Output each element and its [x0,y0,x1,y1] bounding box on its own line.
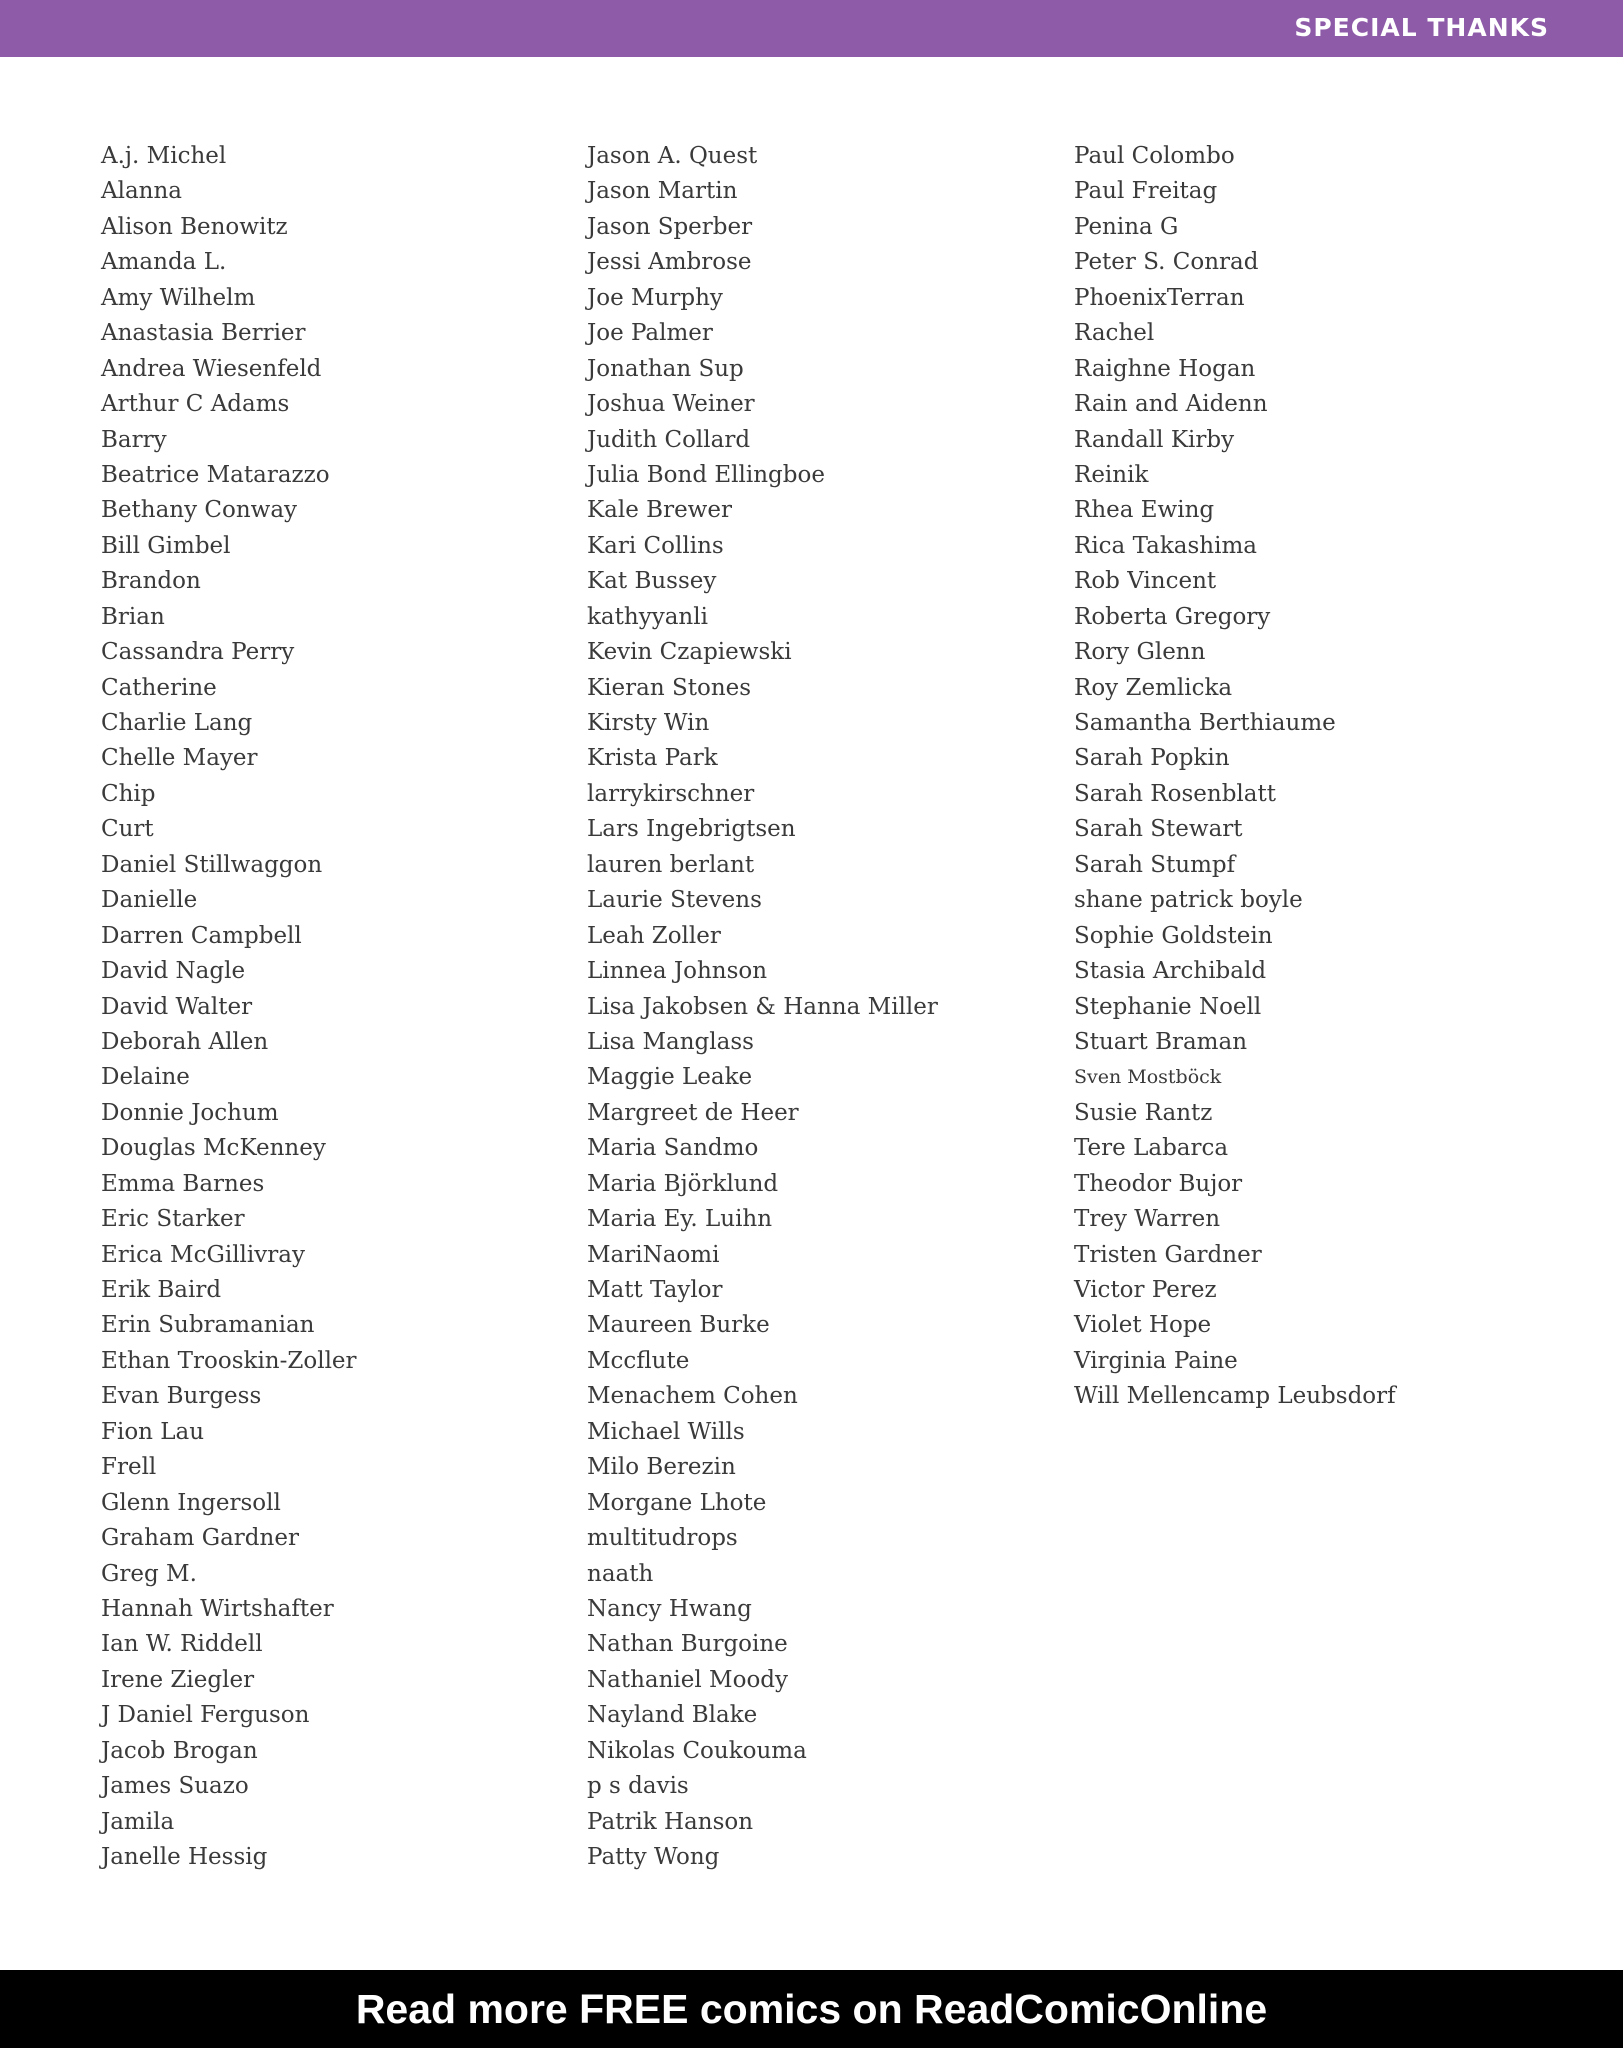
list-item: Darren Campbell [101,922,302,949]
list-item: Morgane Lhote [587,1489,767,1516]
list-item: Bethany Conway [101,497,298,524]
list-item: J Daniel Ferguson [101,1702,310,1729]
list-item: Stuart Braman [1074,1028,1248,1055]
list-item: Beatrice Matarazzo [101,461,330,488]
list-item: Eric Starker [101,1206,245,1233]
footer-banner[interactable] [0,1970,1623,2048]
list-item: Virginia Paine [1074,1347,1238,1374]
list-item: Sarah Rosenblatt [1074,780,1276,807]
names-column-3 [1074,139,1544,1415]
list-item: Stasia Archibald [1074,958,1267,985]
list-item: Sophie Goldstein [1074,922,1273,949]
list-item: Roy Zemlicka [1074,674,1233,701]
list-item: Menachem Cohen [587,1383,798,1410]
list-item: David Walter [101,993,253,1020]
list-item: Chelle Mayer [101,745,258,772]
list-item: A.j. Michel [101,143,227,169]
list-item: Lisa Jakobsen & Hanna Miller [587,993,938,1020]
list-item: Bill Gimbel [101,532,231,559]
list-item: Paul Colombo [1074,143,1235,169]
list-item: David Nagle [101,958,246,985]
list-item: Maria Sandmo [587,1135,759,1162]
list-item: Rhea Ewing [1074,497,1215,524]
list-item: Joe Murphy [587,284,723,311]
list-item: Laurie Stevens [587,887,762,914]
list-item: MariNaomi [587,1241,720,1268]
list-item: Fion Lau [101,1418,205,1445]
names-column-1 [101,139,571,1875]
list-item: Violet Hope [1074,1312,1212,1339]
list-item: Nathaniel Moody [587,1666,789,1693]
list-item: Catherine [101,674,217,701]
list-item: Linnea Johnson [587,958,768,985]
list-item: Amanda L. [101,249,227,276]
list-item: Theodor Bujor [1074,1170,1243,1197]
list-item: Andrea Wiesenfeld [101,355,322,382]
list-item: Leah Zoller [587,922,721,949]
list-item: Penina G [1074,213,1179,240]
list-item: Matt Taylor [587,1277,723,1303]
list-item: Anastasia Berrier [101,320,306,347]
list-item: Maureen Burke [587,1312,770,1339]
list-item: Jamila [101,1808,175,1835]
list-item: Will Mellencamp Leubsdorf [1074,1383,1396,1410]
list-item: Julia Bond Ellingboe [587,461,825,488]
list-item: Randall Kirby [1074,426,1235,453]
list-item: Daniel Stillwaggon [101,851,323,878]
list-item: Margreet de Heer [587,1099,799,1126]
list-item: Michael Wills [587,1418,745,1445]
list-item: Milo Berezin [587,1454,736,1481]
list-item: Paul Freitag [1074,178,1218,205]
list-item: Glenn Ingersoll [101,1489,281,1516]
list-item: Charlie Lang [101,710,253,736]
list-item: Brandon [101,568,201,595]
list-item: Emma Barnes [101,1170,265,1197]
list-item: Irene Ziegler [101,1666,255,1693]
list-item: PhoenixTerran [1074,284,1245,311]
list-item: Victor Perez [1074,1277,1217,1303]
list-item: Trey Warren [1074,1206,1221,1233]
list-item: Deborah Allen [101,1028,269,1055]
list-item: Lisa Manglass [587,1028,754,1055]
list-item: Maria Björklund [587,1170,779,1197]
list-item: Arthur C Adams [101,391,290,418]
list-item: Nayland Blake [587,1702,758,1729]
list-item: Jason A. Quest [587,143,758,169]
list-item: Jonathan Sup [587,355,744,382]
names-column-2 [587,139,1057,1875]
list-item: Ethan Trooskin-Zoller [101,1347,357,1374]
list-item: Raighne Hogan [1074,355,1256,382]
list-item: Graham Gardner [101,1525,299,1552]
list-item: multitudrops [587,1525,738,1552]
list-item: Rory Glenn [1074,639,1206,666]
list-item: Alanna [101,178,183,205]
list-item: Rain and Aidenn [1074,391,1268,418]
list-item: larrykirschner [587,780,755,807]
list-item: Nathan Burgoine [587,1631,788,1658]
list-item: Donnie Jochum [101,1099,279,1126]
list-item: Danielle [101,887,198,914]
list-item: Amy Wilhelm [101,284,256,311]
list-item: Nancy Hwang [587,1595,752,1622]
list-item: Sven Mostböck [1074,1066,1222,1089]
list-item: Evan Burgess [101,1383,262,1410]
list-item: Rob Vincent [1074,568,1217,595]
list-item: Greg M. [101,1560,197,1587]
list-item: Ian W. Riddell [101,1631,263,1658]
footer-link[interactable]: Read more FREE comics on ReadComicOnline [355,1986,1268,2032]
list-item: Janelle Hessig [101,1844,268,1870]
list-item: Tristen Gardner [1074,1241,1262,1268]
list-item: Sarah Stewart [1074,816,1243,843]
list-item: Kirsty Win [587,710,710,736]
list-item: Lars Ingebrigtsen [587,816,796,843]
page-title: SPECIAL THANKS [1294,13,1549,42]
list-item: Susie Rantz [1074,1099,1213,1126]
list-item: Jason Sperber [587,213,753,240]
list-item: Tere Labarca [1074,1135,1229,1162]
list-item: Jason Martin [587,178,738,205]
list-item: James Suazo [101,1773,249,1800]
list-item: Maggie Leake [587,1064,753,1091]
list-item: Cassandra Perry [101,639,295,666]
list-item: Kat Bussey [587,568,717,595]
list-item: Krista Park [587,745,718,772]
list-item: Mccflute [587,1347,690,1374]
list-item: Chip [101,780,156,807]
list-item: Hannah Wirtshafter [101,1595,334,1622]
list-item: Jacob Brogan [101,1737,258,1764]
list-item: kathyyanli [587,603,708,630]
list-item: Frell [101,1454,157,1481]
list-item: Peter S. Conrad [1074,249,1259,276]
list-item: Maria Ey. Luihn [587,1206,773,1233]
list-item: Curt [101,816,154,843]
header-bar [0,0,1623,57]
list-item: Patty Wong [587,1844,720,1870]
list-item: Joe Palmer [587,320,713,347]
list-item: lauren berlant [587,851,755,878]
list-item: Jessi Ambrose [587,249,752,276]
list-item: Erica McGillivray [101,1241,305,1268]
list-item: shane patrick boyle [1074,887,1303,914]
list-item: Brian [101,603,165,630]
list-item: Kale Brewer [587,497,732,524]
list-item: Rica Takashima [1074,532,1257,559]
list-item: naath [587,1560,654,1587]
list-item: Rachel [1074,320,1155,347]
list-item: Roberta Gregory [1074,603,1271,630]
list-item: Kieran Stones [587,674,752,701]
list-item: Barry [101,426,167,453]
list-item: Judith Collard [587,426,751,453]
list-item: Kevin Czapiewski [587,639,792,666]
list-item: Sarah Stumpf [1074,851,1236,878]
list-item: Alison Benowitz [101,213,288,240]
list-item: Reinik [1074,461,1149,488]
list-item: Stephanie Noell [1074,993,1262,1020]
list-item: Nikolas Coukouma [587,1737,807,1764]
list-item: Delaine [101,1064,190,1091]
list-item: p s davis [587,1773,689,1800]
list-item: Douglas McKenney [101,1135,326,1162]
list-item: Kari Collins [587,532,724,559]
list-item: Erin Subramanian [101,1312,315,1339]
list-item: Patrik Hanson [587,1808,754,1835]
list-item: Joshua Weiner [587,391,755,418]
list-item: Sarah Popkin [1074,745,1230,772]
list-item: Erik Baird [101,1277,222,1303]
list-item: Samantha Berthiaume [1074,710,1336,736]
